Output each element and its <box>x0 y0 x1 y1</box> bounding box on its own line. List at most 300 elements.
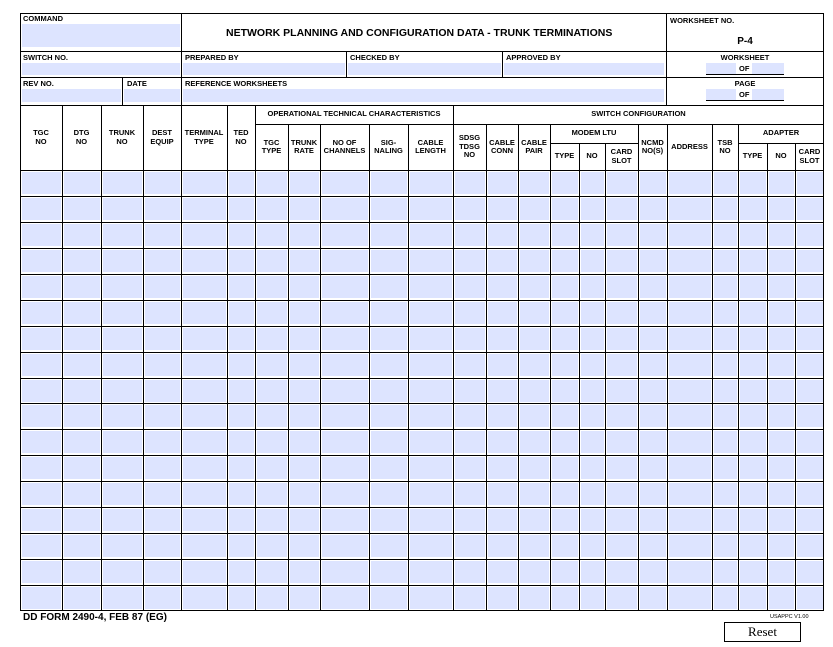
table-cell-trunk-no[interactable] <box>103 457 142 479</box>
table-cell-terminal-type[interactable] <box>183 405 226 427</box>
table-cell-dest-equip[interactable] <box>145 535 180 557</box>
table-cell-terminal-type[interactable] <box>183 328 226 350</box>
table-cell-tsb-no[interactable] <box>714 380 737 402</box>
table-cell-trunk-rate[interactable] <box>290 380 319 402</box>
table-cell-adapter-card-slot[interactable] <box>797 509 823 531</box>
table-cell-tsb-no[interactable] <box>714 457 737 479</box>
table-cell-no-of-channels[interactable] <box>322 172 368 194</box>
table-cell-cable-pair[interactable] <box>520 380 549 402</box>
table-cell-ted-no[interactable] <box>229 354 254 376</box>
table-cell-modem-type[interactable] <box>552 587 578 609</box>
table-cell-adapter-card-slot[interactable] <box>797 354 823 376</box>
table-cell-signaling[interactable] <box>371 328 407 350</box>
table-cell-dtg-no[interactable] <box>64 380 100 402</box>
table-cell-adapter-no[interactable] <box>769 380 794 402</box>
table-cell-dest-equip[interactable] <box>145 302 180 324</box>
table-cell-terminal-type[interactable] <box>183 509 226 531</box>
table-cell-ted-no[interactable] <box>229 587 254 609</box>
table-cell-modem-card-slot[interactable] <box>607 250 637 272</box>
table-cell-adapter-type[interactable] <box>740 587 766 609</box>
table-cell-no-of-channels[interactable] <box>322 457 368 479</box>
table-cell-ncmd-nos[interactable] <box>640 457 666 479</box>
table-cell-cable-length[interactable] <box>410 380 452 402</box>
table-cell-trunk-no[interactable] <box>103 431 142 453</box>
table-cell-trunk-no[interactable] <box>103 250 142 272</box>
table-cell-modem-no[interactable] <box>581 224 604 246</box>
table-cell-tgc-type[interactable] <box>257 172 287 194</box>
table-cell-modem-card-slot[interactable] <box>607 302 637 324</box>
table-cell-cable-conn[interactable] <box>488 535 517 557</box>
table-cell-trunk-rate[interactable] <box>290 302 319 324</box>
table-cell-signaling[interactable] <box>371 587 407 609</box>
table-cell-no-of-channels[interactable] <box>322 302 368 324</box>
table-cell-sdsg-tdsg-no[interactable] <box>455 250 485 272</box>
table-cell-tsb-no[interactable] <box>714 587 737 609</box>
table-cell-cable-pair[interactable] <box>520 509 549 531</box>
table-cell-tgc-no[interactable] <box>22 380 61 402</box>
table-cell-no-of-channels[interactable] <box>322 198 368 220</box>
table-cell-cable-conn[interactable] <box>488 587 517 609</box>
table-cell-no-of-channels[interactable] <box>322 431 368 453</box>
table-cell-adapter-no[interactable] <box>769 224 794 246</box>
table-cell-adapter-type[interactable] <box>740 224 766 246</box>
table-cell-cable-conn[interactable] <box>488 483 517 505</box>
table-cell-cable-pair[interactable] <box>520 561 549 583</box>
table-cell-sdsg-tdsg-no[interactable] <box>455 431 485 453</box>
table-cell-cable-conn[interactable] <box>488 276 517 298</box>
table-cell-cable-conn[interactable] <box>488 380 517 402</box>
rev-no-field[interactable] <box>22 89 121 102</box>
table-cell-trunk-rate[interactable] <box>290 198 319 220</box>
table-cell-trunk-no[interactable] <box>103 354 142 376</box>
table-cell-cable-pair[interactable] <box>520 457 549 479</box>
table-cell-trunk-rate[interactable] <box>290 457 319 479</box>
switch-no-field[interactable] <box>22 63 180 75</box>
table-cell-address[interactable] <box>669 431 711 453</box>
table-cell-cable-conn[interactable] <box>488 354 517 376</box>
table-cell-modem-type[interactable] <box>552 172 578 194</box>
table-cell-tsb-no[interactable] <box>714 431 737 453</box>
table-cell-tgc-type[interactable] <box>257 587 287 609</box>
table-cell-modem-no[interactable] <box>581 276 604 298</box>
table-cell-ted-no[interactable] <box>229 457 254 479</box>
table-cell-ted-no[interactable] <box>229 405 254 427</box>
table-cell-cable-conn[interactable] <box>488 509 517 531</box>
table-cell-dest-equip[interactable] <box>145 354 180 376</box>
table-cell-sdsg-tdsg-no[interactable] <box>455 224 485 246</box>
table-cell-ncmd-nos[interactable] <box>640 276 666 298</box>
table-cell-signaling[interactable] <box>371 561 407 583</box>
table-cell-sdsg-tdsg-no[interactable] <box>455 483 485 505</box>
table-cell-signaling[interactable] <box>371 535 407 557</box>
table-cell-cable-pair[interactable] <box>520 224 549 246</box>
table-cell-tgc-type[interactable] <box>257 250 287 272</box>
table-cell-cable-pair[interactable] <box>520 328 549 350</box>
table-cell-signaling[interactable] <box>371 276 407 298</box>
table-cell-adapter-no[interactable] <box>769 509 794 531</box>
table-cell-address[interactable] <box>669 224 711 246</box>
date-field[interactable] <box>124 89 180 102</box>
table-cell-modem-card-slot[interactable] <box>607 405 637 427</box>
table-cell-terminal-type[interactable] <box>183 431 226 453</box>
table-cell-cable-conn[interactable] <box>488 172 517 194</box>
table-cell-cable-pair[interactable] <box>520 587 549 609</box>
table-cell-terminal-type[interactable] <box>183 483 226 505</box>
table-cell-signaling[interactable] <box>371 405 407 427</box>
table-cell-adapter-card-slot[interactable] <box>797 250 823 272</box>
table-cell-ted-no[interactable] <box>229 509 254 531</box>
table-cell-dest-equip[interactable] <box>145 405 180 427</box>
table-cell-modem-card-slot[interactable] <box>607 198 637 220</box>
table-cell-cable-conn[interactable] <box>488 457 517 479</box>
table-cell-modem-type[interactable] <box>552 457 578 479</box>
table-cell-modem-type[interactable] <box>552 302 578 324</box>
table-cell-dtg-no[interactable] <box>64 250 100 272</box>
reference-worksheets-field[interactable] <box>183 89 664 102</box>
table-cell-tsb-no[interactable] <box>714 276 737 298</box>
table-cell-signaling[interactable] <box>371 198 407 220</box>
table-cell-tgc-no[interactable] <box>22 535 61 557</box>
worksheet-total-field[interactable] <box>752 63 784 74</box>
table-cell-trunk-rate[interactable] <box>290 431 319 453</box>
table-cell-dtg-no[interactable] <box>64 509 100 531</box>
table-cell-sdsg-tdsg-no[interactable] <box>455 302 485 324</box>
table-cell-cable-length[interactable] <box>410 172 452 194</box>
table-cell-adapter-type[interactable] <box>740 172 766 194</box>
table-cell-cable-conn[interactable] <box>488 198 517 220</box>
table-cell-address[interactable] <box>669 483 711 505</box>
table-cell-address[interactable] <box>669 587 711 609</box>
table-cell-tsb-no[interactable] <box>714 483 737 505</box>
table-cell-ncmd-nos[interactable] <box>640 224 666 246</box>
table-cell-adapter-card-slot[interactable] <box>797 328 823 350</box>
worksheet-number-field[interactable] <box>706 63 736 74</box>
table-cell-cable-pair[interactable] <box>520 276 549 298</box>
table-cell-dest-equip[interactable] <box>145 276 180 298</box>
table-cell-dest-equip[interactable] <box>145 431 180 453</box>
table-cell-tgc-no[interactable] <box>22 224 61 246</box>
table-cell-ncmd-nos[interactable] <box>640 509 666 531</box>
table-cell-dest-equip[interactable] <box>145 172 180 194</box>
table-cell-trunk-rate[interactable] <box>290 483 319 505</box>
table-cell-tgc-type[interactable] <box>257 483 287 505</box>
table-cell-dtg-no[interactable] <box>64 587 100 609</box>
table-cell-signaling[interactable] <box>371 380 407 402</box>
table-cell-ncmd-nos[interactable] <box>640 172 666 194</box>
table-cell-signaling[interactable] <box>371 509 407 531</box>
table-cell-adapter-type[interactable] <box>740 561 766 583</box>
table-cell-cable-length[interactable] <box>410 587 452 609</box>
table-cell-tgc-type[interactable] <box>257 561 287 583</box>
table-cell-adapter-card-slot[interactable] <box>797 431 823 453</box>
table-cell-ted-no[interactable] <box>229 431 254 453</box>
table-cell-terminal-type[interactable] <box>183 561 226 583</box>
table-cell-tgc-type[interactable] <box>257 302 287 324</box>
table-cell-adapter-no[interactable] <box>769 535 794 557</box>
table-cell-cable-length[interactable] <box>410 354 452 376</box>
table-cell-ncmd-nos[interactable] <box>640 302 666 324</box>
table-cell-cable-length[interactable] <box>410 405 452 427</box>
table-cell-trunk-rate[interactable] <box>290 224 319 246</box>
table-cell-trunk-rate[interactable] <box>290 328 319 350</box>
table-cell-tgc-type[interactable] <box>257 224 287 246</box>
page-total-field[interactable] <box>752 89 784 100</box>
table-cell-tsb-no[interactable] <box>714 405 737 427</box>
table-cell-adapter-no[interactable] <box>769 457 794 479</box>
table-cell-adapter-card-slot[interactable] <box>797 198 823 220</box>
table-cell-tsb-no[interactable] <box>714 302 737 324</box>
table-cell-ncmd-nos[interactable] <box>640 561 666 583</box>
table-cell-adapter-no[interactable] <box>769 354 794 376</box>
table-cell-modem-type[interactable] <box>552 535 578 557</box>
table-cell-tsb-no[interactable] <box>714 328 737 350</box>
table-cell-cable-conn[interactable] <box>488 328 517 350</box>
table-cell-address[interactable] <box>669 302 711 324</box>
table-cell-adapter-card-slot[interactable] <box>797 587 823 609</box>
table-cell-adapter-card-slot[interactable] <box>797 483 823 505</box>
table-cell-modem-card-slot[interactable] <box>607 483 637 505</box>
table-cell-dest-equip[interactable] <box>145 483 180 505</box>
table-cell-sdsg-tdsg-no[interactable] <box>455 561 485 583</box>
table-cell-modem-type[interactable] <box>552 224 578 246</box>
table-cell-address[interactable] <box>669 509 711 531</box>
table-cell-ncmd-nos[interactable] <box>640 405 666 427</box>
table-cell-terminal-type[interactable] <box>183 354 226 376</box>
table-cell-ted-no[interactable] <box>229 276 254 298</box>
table-cell-modem-no[interactable] <box>581 431 604 453</box>
table-cell-dtg-no[interactable] <box>64 483 100 505</box>
table-cell-tgc-type[interactable] <box>257 509 287 531</box>
table-cell-adapter-no[interactable] <box>769 483 794 505</box>
table-cell-modem-no[interactable] <box>581 483 604 505</box>
table-cell-trunk-no[interactable] <box>103 328 142 350</box>
table-cell-adapter-no[interactable] <box>769 172 794 194</box>
table-cell-terminal-type[interactable] <box>183 587 226 609</box>
table-cell-dtg-no[interactable] <box>64 535 100 557</box>
table-cell-adapter-type[interactable] <box>740 509 766 531</box>
table-cell-trunk-no[interactable] <box>103 561 142 583</box>
table-cell-ted-no[interactable] <box>229 250 254 272</box>
table-cell-cable-length[interactable] <box>410 535 452 557</box>
table-cell-signaling[interactable] <box>371 302 407 324</box>
table-cell-tsb-no[interactable] <box>714 250 737 272</box>
table-cell-tsb-no[interactable] <box>714 561 737 583</box>
table-cell-ted-no[interactable] <box>229 483 254 505</box>
table-cell-dest-equip[interactable] <box>145 198 180 220</box>
table-cell-address[interactable] <box>669 457 711 479</box>
table-cell-no-of-channels[interactable] <box>322 405 368 427</box>
table-cell-address[interactable] <box>669 535 711 557</box>
table-cell-no-of-channels[interactable] <box>322 535 368 557</box>
table-cell-trunk-rate[interactable] <box>290 354 319 376</box>
checked-by-field[interactable] <box>348 63 501 75</box>
table-cell-ncmd-nos[interactable] <box>640 380 666 402</box>
table-cell-no-of-channels[interactable] <box>322 509 368 531</box>
table-cell-adapter-type[interactable] <box>740 483 766 505</box>
table-cell-modem-card-slot[interactable] <box>607 509 637 531</box>
table-cell-adapter-card-slot[interactable] <box>797 224 823 246</box>
table-cell-cable-conn[interactable] <box>488 224 517 246</box>
table-cell-ncmd-nos[interactable] <box>640 431 666 453</box>
table-cell-modem-no[interactable] <box>581 587 604 609</box>
table-cell-ncmd-nos[interactable] <box>640 587 666 609</box>
table-cell-cable-pair[interactable] <box>520 302 549 324</box>
table-cell-dtg-no[interactable] <box>64 224 100 246</box>
table-cell-trunk-no[interactable] <box>103 172 142 194</box>
table-cell-trunk-no[interactable] <box>103 405 142 427</box>
table-cell-address[interactable] <box>669 380 711 402</box>
table-cell-modem-type[interactable] <box>552 483 578 505</box>
table-cell-tgc-type[interactable] <box>257 354 287 376</box>
table-cell-cable-length[interactable] <box>410 224 452 246</box>
table-cell-tgc-no[interactable] <box>22 587 61 609</box>
table-cell-sdsg-tdsg-no[interactable] <box>455 405 485 427</box>
table-cell-ncmd-nos[interactable] <box>640 354 666 376</box>
page-number-field[interactable] <box>706 89 736 100</box>
table-cell-ted-no[interactable] <box>229 302 254 324</box>
table-cell-adapter-no[interactable] <box>769 431 794 453</box>
table-cell-adapter-card-slot[interactable] <box>797 405 823 427</box>
table-cell-tgc-no[interactable] <box>22 405 61 427</box>
table-cell-modem-no[interactable] <box>581 380 604 402</box>
table-cell-tgc-no[interactable] <box>22 483 61 505</box>
table-cell-adapter-type[interactable] <box>740 250 766 272</box>
table-cell-modem-no[interactable] <box>581 250 604 272</box>
table-cell-terminal-type[interactable] <box>183 302 226 324</box>
table-cell-ncmd-nos[interactable] <box>640 535 666 557</box>
table-cell-modem-no[interactable] <box>581 561 604 583</box>
table-cell-trunk-rate[interactable] <box>290 250 319 272</box>
table-cell-dtg-no[interactable] <box>64 328 100 350</box>
table-cell-adapter-no[interactable] <box>769 587 794 609</box>
reset-button[interactable]: Reset <box>724 622 801 642</box>
table-cell-cable-length[interactable] <box>410 328 452 350</box>
table-cell-dest-equip[interactable] <box>145 328 180 350</box>
table-cell-cable-pair[interactable] <box>520 483 549 505</box>
table-cell-adapter-card-slot[interactable] <box>797 457 823 479</box>
table-cell-modem-card-slot[interactable] <box>607 431 637 453</box>
table-cell-no-of-channels[interactable] <box>322 276 368 298</box>
table-cell-modem-type[interactable] <box>552 276 578 298</box>
table-cell-ted-no[interactable] <box>229 561 254 583</box>
table-cell-ncmd-nos[interactable] <box>640 250 666 272</box>
table-cell-ted-no[interactable] <box>229 198 254 220</box>
table-cell-tgc-no[interactable] <box>22 509 61 531</box>
table-cell-cable-pair[interactable] <box>520 172 549 194</box>
table-cell-adapter-type[interactable] <box>740 380 766 402</box>
table-cell-ted-no[interactable] <box>229 172 254 194</box>
table-cell-dest-equip[interactable] <box>145 250 180 272</box>
table-cell-adapter-no[interactable] <box>769 198 794 220</box>
table-cell-tgc-type[interactable] <box>257 535 287 557</box>
table-cell-trunk-no[interactable] <box>103 224 142 246</box>
table-cell-modem-type[interactable] <box>552 328 578 350</box>
table-cell-cable-conn[interactable] <box>488 250 517 272</box>
table-cell-adapter-card-slot[interactable] <box>797 302 823 324</box>
table-cell-dest-equip[interactable] <box>145 457 180 479</box>
table-cell-tgc-no[interactable] <box>22 431 61 453</box>
table-cell-no-of-channels[interactable] <box>322 354 368 376</box>
table-cell-modem-type[interactable] <box>552 198 578 220</box>
table-cell-tgc-type[interactable] <box>257 405 287 427</box>
table-cell-modem-card-slot[interactable] <box>607 457 637 479</box>
table-cell-adapter-type[interactable] <box>740 328 766 350</box>
table-cell-no-of-channels[interactable] <box>322 380 368 402</box>
table-cell-terminal-type[interactable] <box>183 224 226 246</box>
table-cell-sdsg-tdsg-no[interactable] <box>455 457 485 479</box>
table-cell-ncmd-nos[interactable] <box>640 198 666 220</box>
table-cell-cable-length[interactable] <box>410 483 452 505</box>
table-cell-dtg-no[interactable] <box>64 405 100 427</box>
table-cell-adapter-type[interactable] <box>740 431 766 453</box>
table-cell-adapter-no[interactable] <box>769 302 794 324</box>
table-cell-dest-equip[interactable] <box>145 561 180 583</box>
table-cell-terminal-type[interactable] <box>183 380 226 402</box>
table-cell-modem-type[interactable] <box>552 509 578 531</box>
table-cell-terminal-type[interactable] <box>183 198 226 220</box>
table-cell-tsb-no[interactable] <box>714 509 737 531</box>
table-cell-cable-conn[interactable] <box>488 561 517 583</box>
table-cell-signaling[interactable] <box>371 354 407 376</box>
table-cell-dtg-no[interactable] <box>64 561 100 583</box>
table-cell-cable-length[interactable] <box>410 302 452 324</box>
table-cell-trunk-no[interactable] <box>103 483 142 505</box>
table-cell-terminal-type[interactable] <box>183 250 226 272</box>
table-cell-trunk-no[interactable] <box>103 198 142 220</box>
table-cell-address[interactable] <box>669 276 711 298</box>
table-cell-tsb-no[interactable] <box>714 224 737 246</box>
table-cell-ncmd-nos[interactable] <box>640 328 666 350</box>
table-cell-trunk-no[interactable] <box>103 587 142 609</box>
table-cell-sdsg-tdsg-no[interactable] <box>455 328 485 350</box>
table-cell-cable-conn[interactable] <box>488 405 517 427</box>
table-cell-cable-pair[interactable] <box>520 431 549 453</box>
table-cell-address[interactable] <box>669 328 711 350</box>
table-cell-adapter-type[interactable] <box>740 276 766 298</box>
table-cell-signaling[interactable] <box>371 224 407 246</box>
table-cell-tsb-no[interactable] <box>714 535 737 557</box>
table-cell-modem-type[interactable] <box>552 354 578 376</box>
table-cell-adapter-card-slot[interactable] <box>797 535 823 557</box>
table-cell-trunk-rate[interactable] <box>290 535 319 557</box>
table-cell-tgc-no[interactable] <box>22 172 61 194</box>
table-cell-adapter-card-slot[interactable] <box>797 276 823 298</box>
table-cell-terminal-type[interactable] <box>183 535 226 557</box>
table-cell-modem-no[interactable] <box>581 302 604 324</box>
table-cell-terminal-type[interactable] <box>183 457 226 479</box>
table-cell-adapter-type[interactable] <box>740 405 766 427</box>
table-cell-no-of-channels[interactable] <box>322 587 368 609</box>
table-cell-dest-equip[interactable] <box>145 380 180 402</box>
table-cell-dtg-no[interactable] <box>64 302 100 324</box>
table-cell-adapter-no[interactable] <box>769 276 794 298</box>
table-cell-dtg-no[interactable] <box>64 198 100 220</box>
table-cell-cable-length[interactable] <box>410 509 452 531</box>
table-cell-tgc-type[interactable] <box>257 457 287 479</box>
table-cell-sdsg-tdsg-no[interactable] <box>455 276 485 298</box>
table-cell-modem-type[interactable] <box>552 250 578 272</box>
table-cell-cable-pair[interactable] <box>520 354 549 376</box>
table-cell-sdsg-tdsg-no[interactable] <box>455 509 485 531</box>
table-cell-cable-length[interactable] <box>410 276 452 298</box>
table-cell-adapter-no[interactable] <box>769 250 794 272</box>
table-cell-cable-length[interactable] <box>410 250 452 272</box>
table-cell-tgc-no[interactable] <box>22 457 61 479</box>
table-cell-modem-card-slot[interactable] <box>607 224 637 246</box>
table-cell-sdsg-tdsg-no[interactable] <box>455 535 485 557</box>
table-cell-tsb-no[interactable] <box>714 354 737 376</box>
table-cell-terminal-type[interactable] <box>183 276 226 298</box>
